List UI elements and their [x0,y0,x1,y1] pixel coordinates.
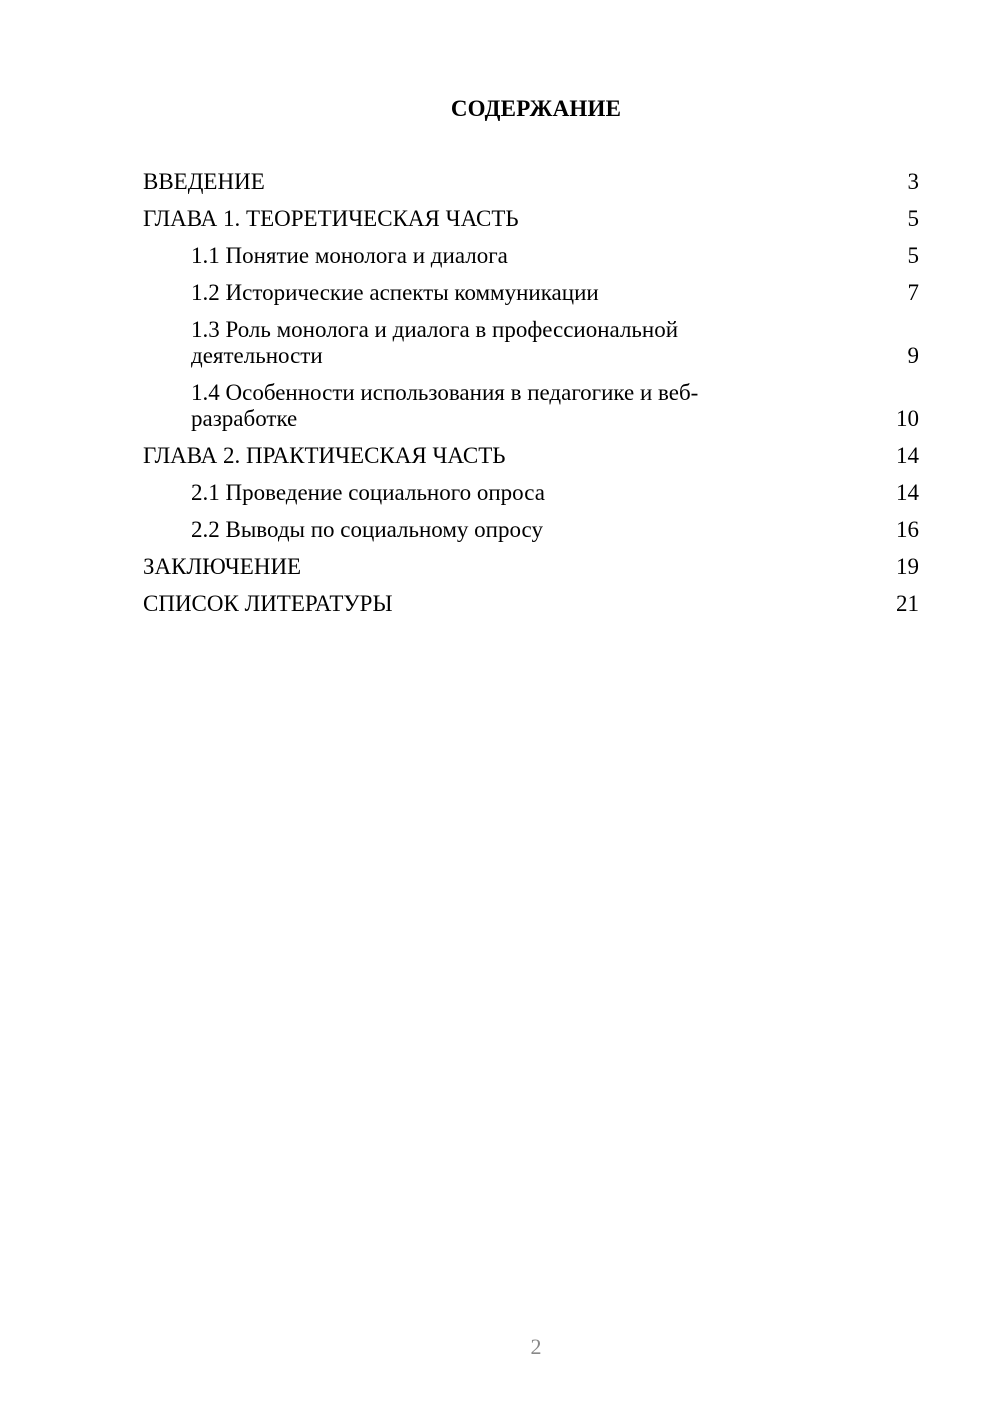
toc-entry-section-2-2[interactable] [143,517,919,543]
toc-entry-page: 5 [907,243,919,268]
toc-entry-conclusion[interactable] [143,554,919,580]
table-of-contents [143,169,919,628]
toc-entry-section-1-1[interactable] [143,243,919,269]
toc-entry-bibliography[interactable] [143,591,919,617]
toc-entry-label: 1.1 Понятие монолога и диалога [191,243,508,268]
toc-entry-label: 1.2 Исторические аспекты коммуникации [191,280,599,305]
toc-entry-page: 3 [907,169,919,194]
toc-entry-label: 2.2 Выводы по социальному опросу [191,517,543,542]
toc-entry-chapter-1[interactable] [143,206,919,232]
toc-entry-section-2-1[interactable] [143,480,919,506]
toc-entry-chapter-2[interactable] [143,443,919,469]
toc-entry-page: 7 [907,280,919,305]
toc-entry-page: 10 [896,406,919,431]
toc-entry-label: ЗАКЛЮЧЕНИЕ [143,554,302,579]
toc-entry-page: 9 [907,343,919,368]
toc-entry-introduction[interactable] [143,169,919,195]
toc-entry-page: 19 [896,554,919,579]
toc-entry-label: 1.3 Роль монолога и диалога в профессиональной деятельности [191,317,679,368]
toc-entry-label: ГЛАВА 2. ПРАКТИЧЕСКАЯ ЧАСТЬ [143,443,506,468]
toc-entry-section-1-2[interactable] [143,280,919,306]
toc-entry-label: 1.4 Особенности использования в педагогике и веб-разработке [191,380,699,431]
toc-entry-label: ГЛАВА 1. ТЕОРЕТИЧЕСКАЯ ЧАСТЬ [143,206,519,231]
toc-entry-page: 21 [896,591,919,616]
page-title: СОДЕРЖАНИЕ [450,96,622,121]
toc-entry-label: СПИСОК ЛИТЕРАТУРЫ [143,591,393,616]
toc-entry-label: ВВЕДЕНИЕ [143,169,265,194]
toc-entry-label: 2.1 Проведение социального опроса [191,480,545,505]
toc-entry-section-1-4[interactable] [143,380,919,432]
toc-entry-page: 16 [896,517,919,542]
page-number: 2 [530,1334,542,1359]
toc-entry-page: 14 [896,443,919,468]
toc-entry-section-1-3[interactable] [143,317,919,369]
toc-entry-page: 14 [896,480,919,505]
toc-entry-page: 5 [907,206,919,231]
